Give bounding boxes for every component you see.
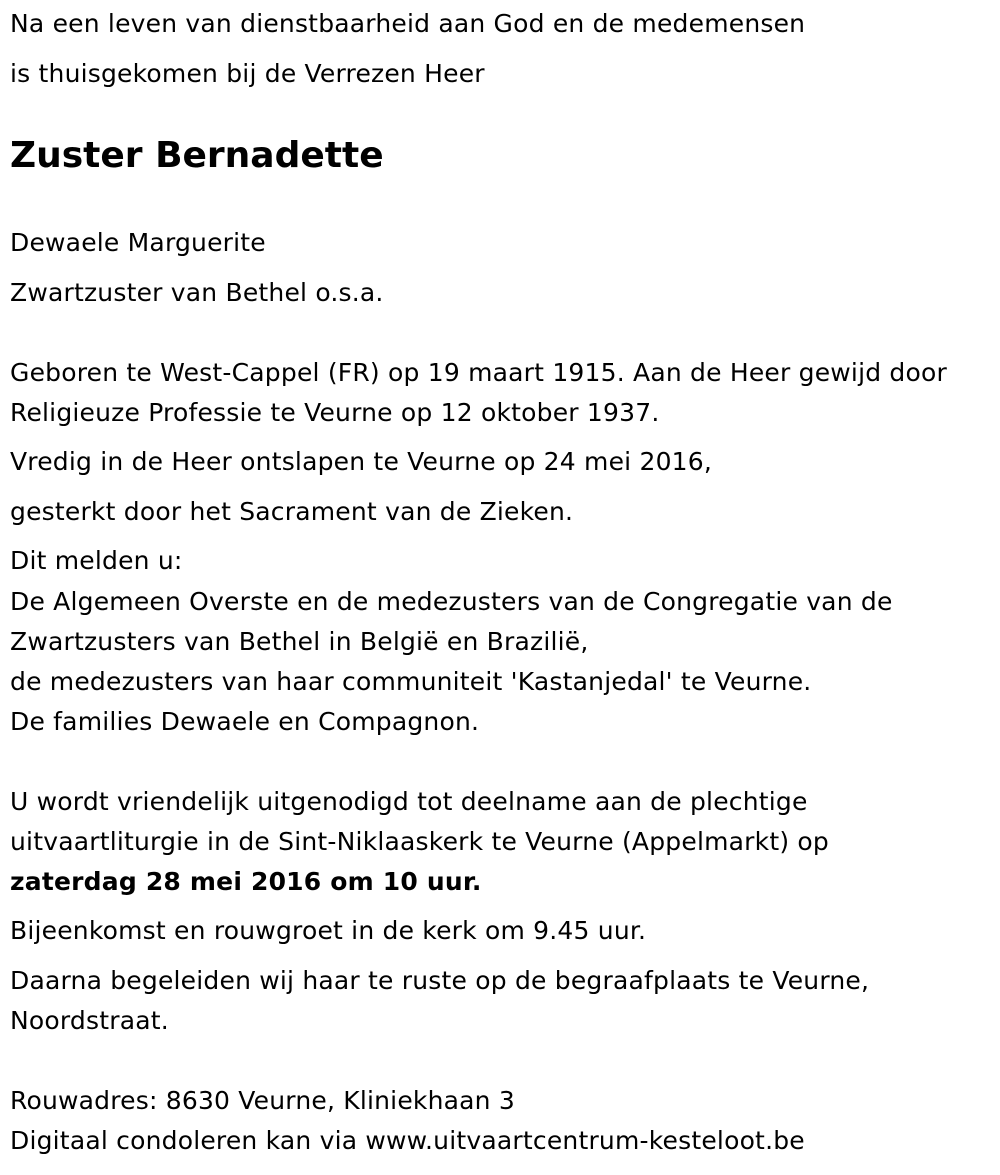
congregation: Zwartzuster van Bethel o.s.a. — [10, 278, 384, 307]
biography-line-4: gesterkt door het Sacrament van de Zieken. — [10, 497, 574, 526]
biography-line-1: Geboren te West-Cappel (FR) op 19 maart 1915. Aan de Heer gewijd door — [10, 358, 947, 387]
announcers-line-4: De families Dewaele en Compagnon. — [10, 707, 480, 736]
announcers-line-1: De Algemeen Overste en de medezusters van de Congregatie van de — [10, 587, 893, 616]
civil-name: Dewaele Marguerite — [10, 228, 266, 257]
biography-line-3: Vredig in de Heer ontslapen te Veurne op 24 mei 2016, — [10, 447, 713, 476]
announcers-line-3: de medezusters van haar communiteit 'Kastanjedal' te Veurne. — [10, 667, 812, 696]
announcers-intro: Dit melden u: — [10, 546, 183, 575]
gathering-info: Bijeenkomst en rouwgroet in de kerk om 9.45 uur. — [10, 916, 647, 945]
burial-line-1: Daarna begeleiden wij haar te ruste op de begraafplaats te Veurne, — [10, 966, 870, 995]
mourning-address: Rouwadres: 8630 Veurne, Kliniekhaan 3 — [10, 1086, 515, 1115]
funeral-datetime: zaterdag 28 mei 2016 om 10 uur. — [10, 867, 482, 896]
religious-name-heading: Zuster Bernadette — [10, 135, 384, 176]
condolence-website[interactable]: Digitaal condoleren kan via www.uitvaartcentrum-kesteloot.be — [10, 1126, 805, 1155]
burial-line-2: Noordstraat. — [10, 1006, 169, 1035]
intro-line-1: Na een leven van dienstbaarheid aan God en de medemensen — [10, 9, 806, 38]
funeral-invitation-line-2: uitvaartliturgie in de Sint-Niklaaskerk te Veurne (Appelmarkt) op — [10, 827, 829, 856]
announcers-line-2: Zwartzusters van Bethel in België en Brazilië, — [10, 627, 589, 656]
intro-line-2: is thuisgekomen bij de Verrezen Heer — [10, 59, 485, 88]
biography-line-2: Religieuze Professie te Veurne op 12 oktober 1937. — [10, 398, 660, 427]
funeral-invitation-line-1: U wordt vriendelijk uitgenodigd tot deelname aan de plechtige — [10, 787, 808, 816]
